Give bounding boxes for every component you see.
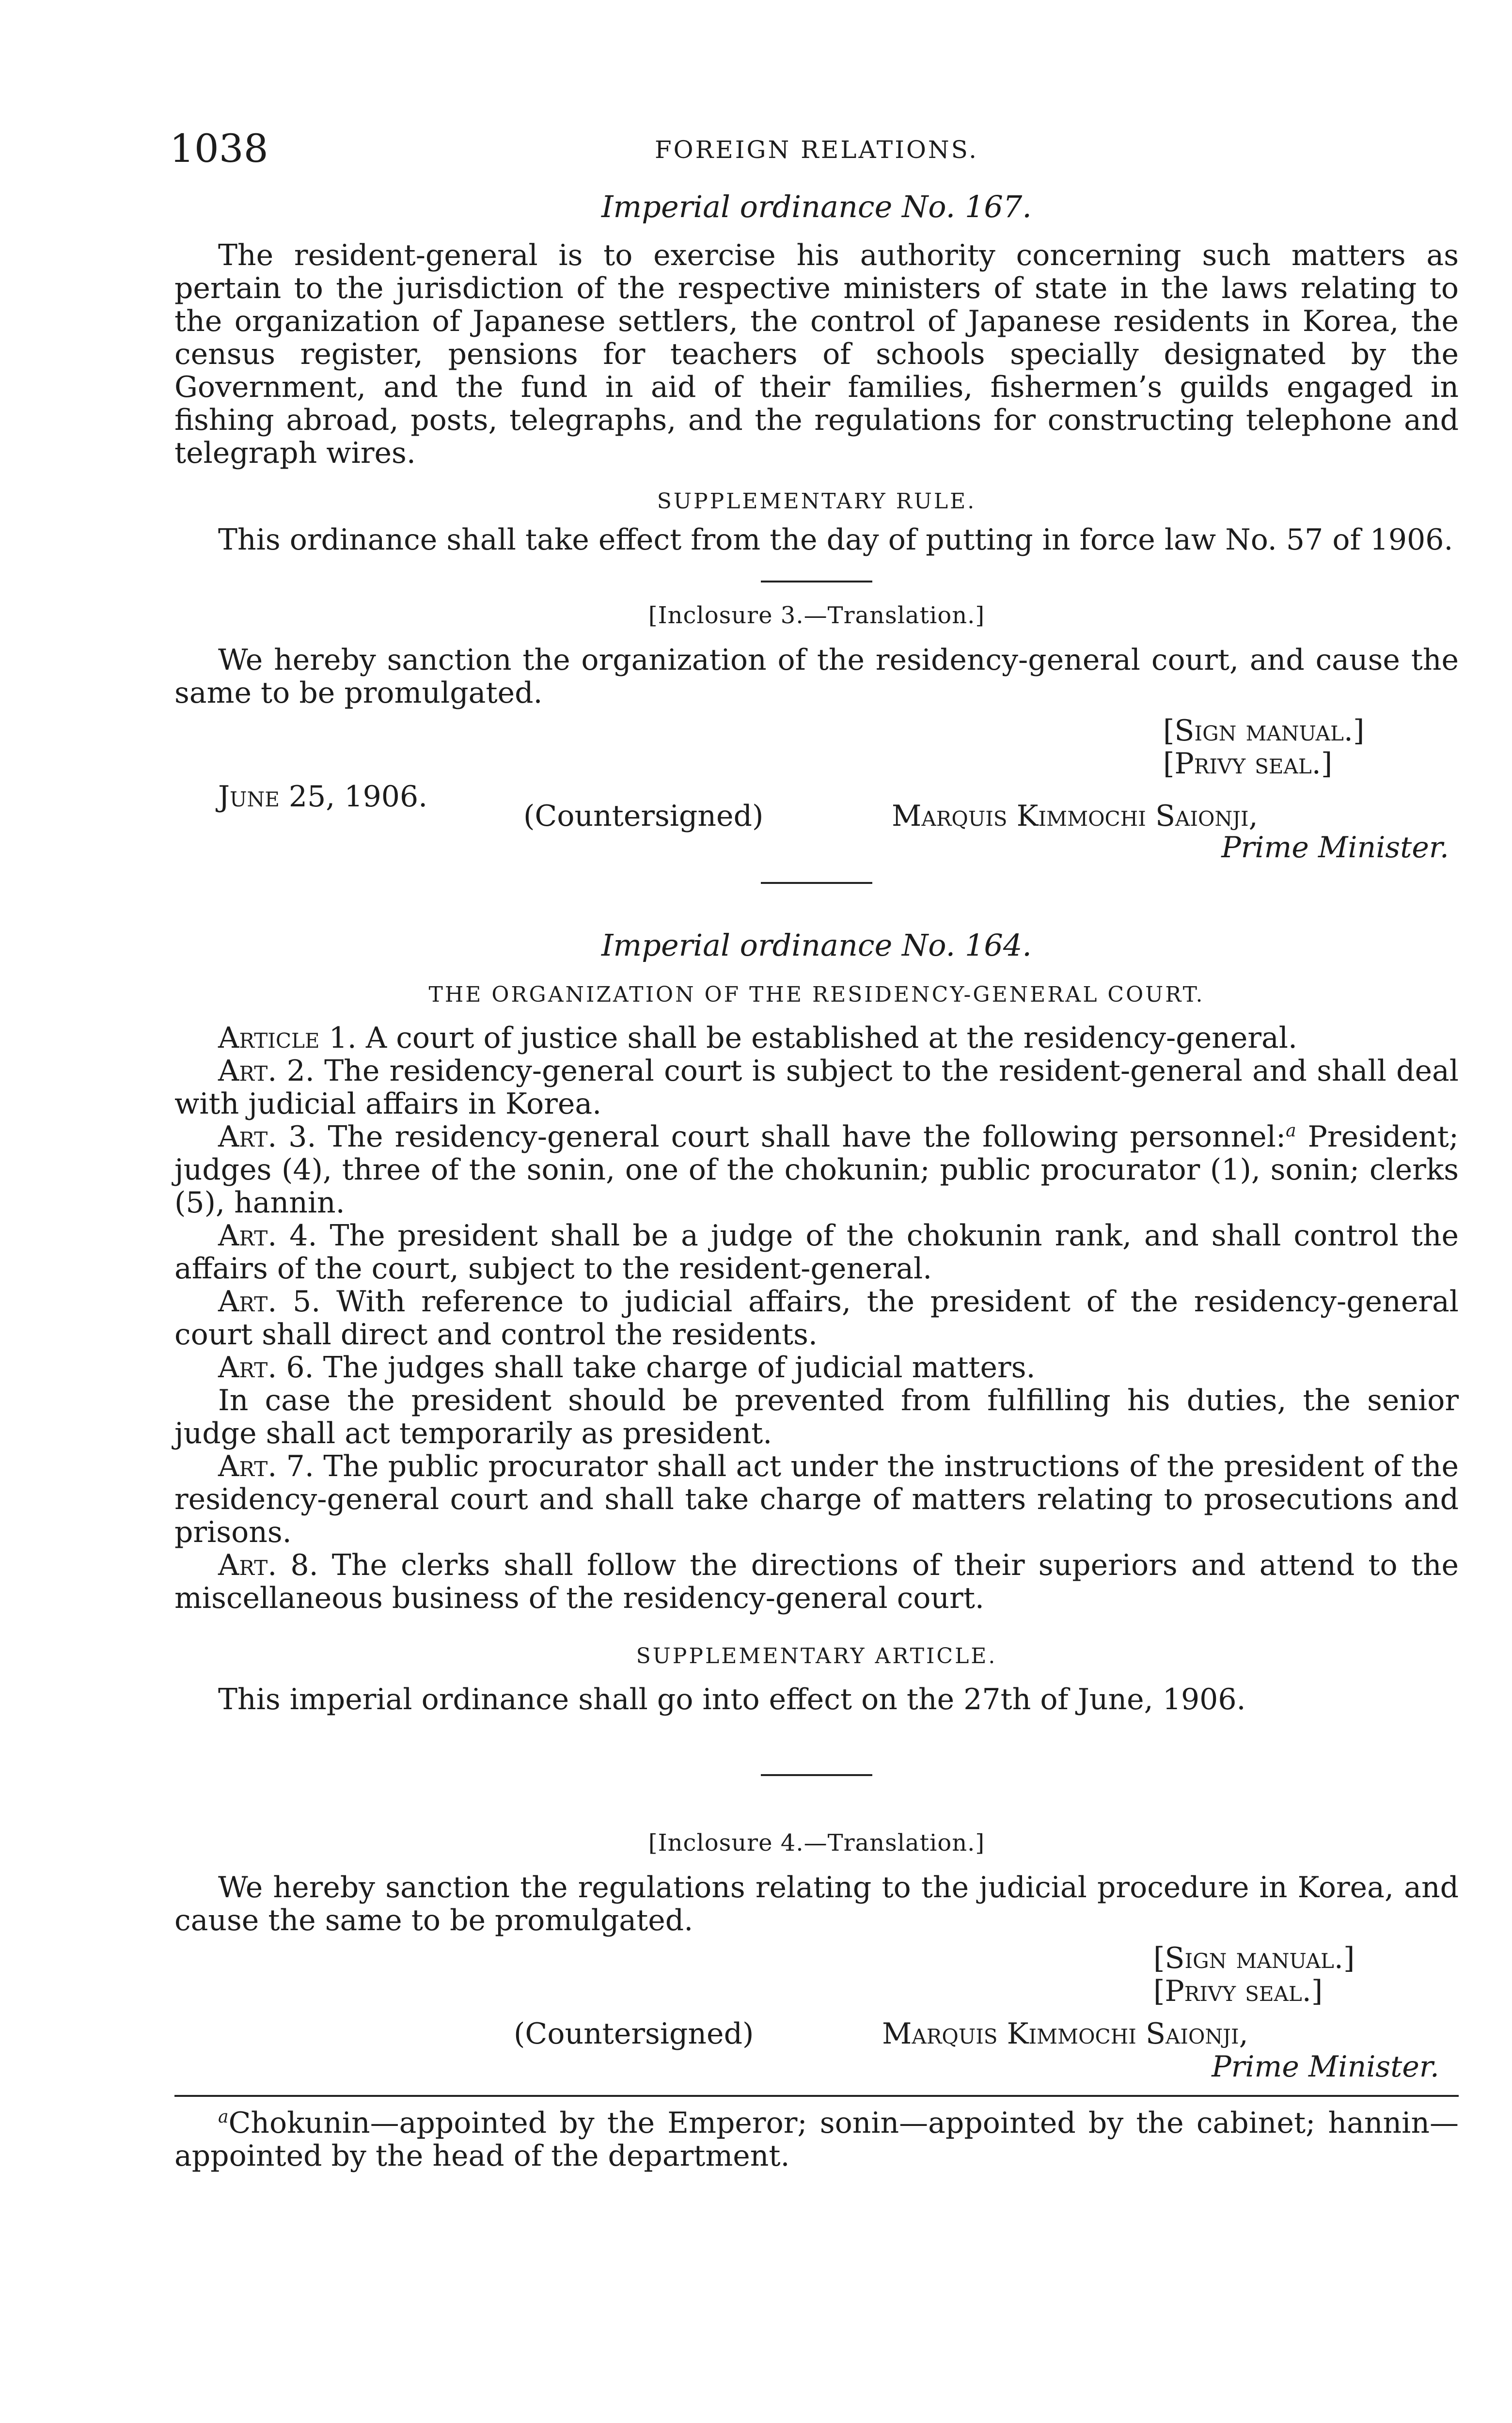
article-label: Art. 2. (218, 1054, 315, 1088)
sign-manual: [Sign manual.] (1153, 1941, 1355, 1975)
supplementary-article-text: This imperial ordinance shall go into effect on the 27th of June, 1906. (218, 1683, 1246, 1716)
article-text: The president shall be a judge of the chokunin rank, and shall control the affairs of the court, subject to the resident-general. (174, 1219, 1459, 1286)
article-label: Art. 3. (218, 1120, 316, 1154)
inclosure-3-sanction: We hereby sanction the organization of the residency-general court, and cause the same to be promulgated. (174, 643, 1459, 710)
privy-seal: [Privy seal.] (1153, 1974, 1323, 2008)
article-text: The clerks shall follow the directions of their superiors and attend to the miscellaneous business of the residency-general court. (174, 1548, 1459, 1615)
article-1 (174, 1022, 1459, 1054)
article-text-continued: President; judges (4), three of the sonin, one of the chokunin; public procurator (1), sonin; clerks (5), hannin. (174, 1120, 1459, 1220)
footnote (174, 2107, 1459, 2172)
supplementary-rule-text: This ordinance shall take effect from the day of putting in force law No. 57 of 1906. (218, 523, 1453, 557)
ordinance-164-heading: THE ORGANIZATION OF THE RESIDENCY-GENERAL COURT. (428, 982, 1205, 1007)
article-text: The residency-general court is subject to the resident-general and shall deal with judicial affairs in Korea. (174, 1054, 1459, 1121)
ordinance-date: June 25, 1906. (218, 780, 428, 814)
inclosure-4-label: [Inclosure 4.—Translation.] (648, 1829, 985, 1857)
article-7 (174, 1450, 1459, 1549)
signer-title: Prime Minister. (1212, 2050, 1439, 2084)
section-divider (761, 1774, 872, 1776)
article-2 (174, 1054, 1459, 1120)
supplementary-rule-heading: SUPPLEMENTARY RULE. (657, 489, 976, 514)
inclosure-4-seals (1153, 1942, 1459, 2008)
footnote-divider (174, 2095, 1459, 2097)
running-title: FOREIGN RELATIONS. (654, 136, 979, 164)
article-8 (174, 1549, 1459, 1615)
signer-title: Prime Minister. (1221, 831, 1449, 865)
section-divider (761, 581, 872, 582)
footnote-marker: a (218, 2107, 229, 2127)
article-6-continued (174, 1384, 1459, 1450)
article-label: Art. 8. (218, 1548, 318, 1582)
inclosure-3-signature-block (174, 780, 1459, 865)
document-page (170, 126, 1459, 2173)
countersigned-label: (Countersigned) (523, 799, 764, 833)
article-text: A court of justice shall be established at the residency-general. (356, 1021, 1298, 1055)
ordinance-164-title: Imperial ordinance No. 164. (601, 928, 1032, 963)
article-text: The residency-general court shall have the following personnel: (316, 1120, 1286, 1154)
signer-name: Marquis Kimmochi Saionji, (892, 799, 1258, 833)
running-header (170, 126, 1459, 171)
article-6 (174, 1351, 1459, 1384)
inclosure-3-seals (1163, 714, 1459, 780)
article-5 (174, 1285, 1459, 1351)
supplementary-article-heading: SUPPLEMENTARY ARTICLE. (636, 1644, 997, 1668)
ordinance-167-title: Imperial ordinance No. 167. (601, 189, 1032, 224)
article-label: Art. 5. (218, 1285, 321, 1319)
page-number: 1038 (170, 126, 268, 171)
inclosure-3-label: [Inclosure 3.—Translation.] (648, 602, 985, 629)
privy-seal: [Privy seal.] (1163, 747, 1333, 781)
article-3 (174, 1120, 1459, 1219)
articles-list (174, 1022, 1459, 1615)
article-text: With reference to judicial affairs, the president of the residency-general court shall direct and control the residents. (174, 1285, 1459, 1352)
article-label: Article 1. (218, 1021, 357, 1055)
ordinance-167-body: The resident-general is to exercise his authority concerning such matters as pertain to the jurisdiction of the respective ministers of state in the laws relating to the organization of Japanese settlers, the control of Japanese residents in Korea, the census register, pensions for teachers of schools specially designated by the Government, and the fund in aid of their families, fishermen’s guilds engaged in fishing abroad, posts, telegraphs, and the regulations for constructing telephone and telegraph wires. (174, 238, 1459, 470)
inclosure-4-sanction: We hereby sanction the regulations relating to the judicial procedure in Korea, and cause the same to be promulgated. (174, 1871, 1459, 1937)
footnote-text: Chokunin—appointed by the Emperor; sonin—appointed by the cabinet; hannin—appointed by the head of the department. (174, 2106, 1459, 2173)
footnote-reference: a (1286, 1121, 1296, 1141)
article-4 (174, 1219, 1459, 1285)
article-label: Art. 6. (218, 1351, 314, 1385)
article-label: Art. 7. (218, 1449, 314, 1483)
section-divider (761, 882, 872, 884)
article-text: The public procurator shall act under the instructions of the president of the residency-general court and shall take charge of matters relating to prosecutions and prisons. (174, 1449, 1459, 1549)
countersigned-label: (Countersigned) (514, 2017, 754, 2051)
inclosure-4-signature-block (174, 2017, 1459, 2090)
article-text: In case the president should be prevented from fulfilling his duties, the senior judge shall act temporarily as president. (174, 1384, 1459, 1450)
sign-manual: [Sign manual.] (1163, 714, 1365, 748)
article-label: Art. 4. (218, 1219, 317, 1253)
signer-name: Marquis Kimmochi Saionji, (882, 2017, 1248, 2051)
article-text: The judges shall take charge of judicial matters. (314, 1351, 1036, 1385)
